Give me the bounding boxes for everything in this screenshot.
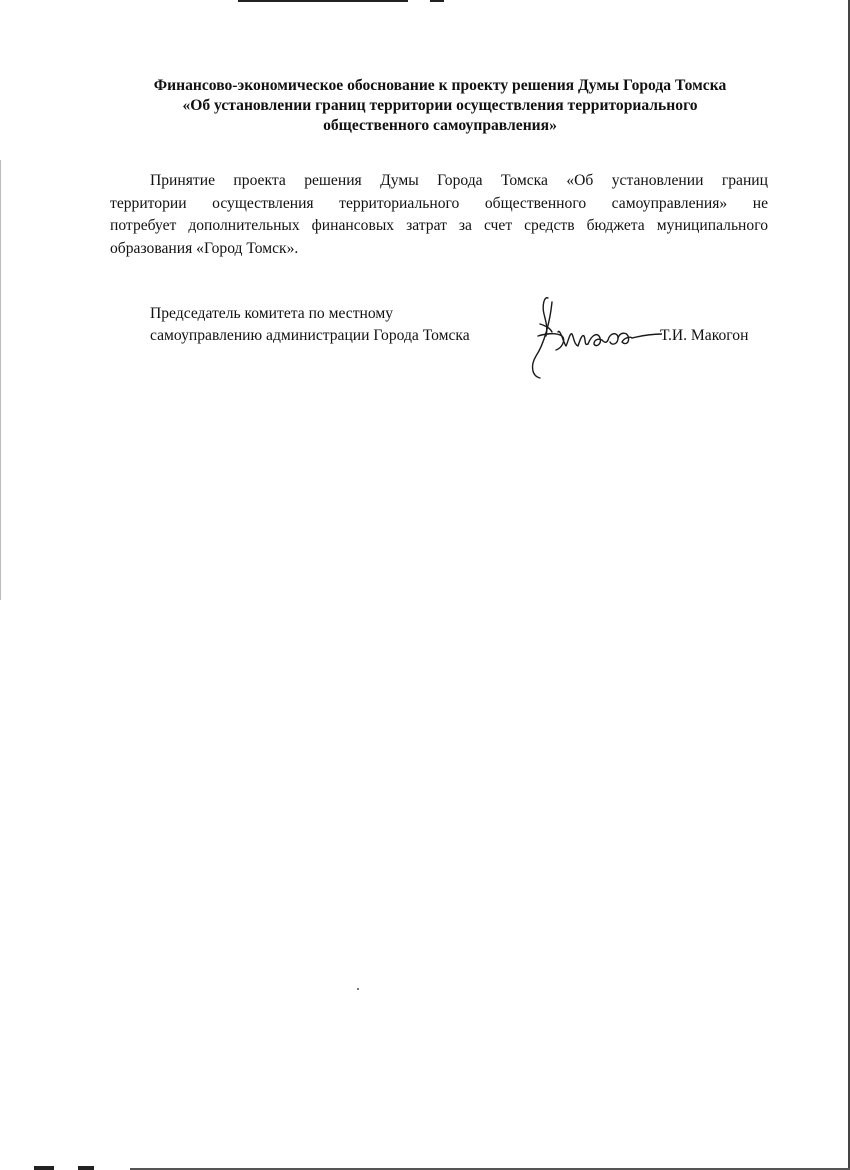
signatory-position [150, 303, 470, 347]
scan-speck [357, 988, 359, 990]
document-title [110, 76, 770, 136]
scan-artifact-left-edge [0, 160, 1, 600]
body-line-4: образования «Город Томск». [110, 239, 299, 257]
body-line-3: потребует дополнительных финансовых затрат за счет средств бюджета муниципального [110, 217, 768, 234]
scan-artifact-top-right [430, 0, 444, 2]
body-paragraph [110, 170, 768, 260]
signatory-position-line-1: Председатель комитета по местному [150, 305, 394, 322]
title-line-3: общественного самоуправления» [323, 117, 557, 134]
scan-artifact-bottom-2 [78, 1166, 94, 1170]
title-line-1: Финансово-экономическое обоснование к проекту решения Думы Города Томска [153, 77, 727, 94]
body-line-2: территории осуществления территориального общественного самоуправления» не [110, 194, 768, 212]
signatory-name: Т.И. Макогон [660, 327, 749, 344]
handwritten-signature [522, 292, 662, 384]
body-line-1: Принятие проекта решения Думы Города Томска «Об установлении границ [150, 172, 768, 189]
scan-artifact-bottom-1 [34, 1166, 54, 1170]
signatory-position-line-2: самоуправлению администрации Города Томска [150, 327, 470, 344]
title-line-2: «Об установлении границ территории осуществления территориального [182, 97, 698, 114]
scan-artifact-top-left [238, 0, 408, 2]
